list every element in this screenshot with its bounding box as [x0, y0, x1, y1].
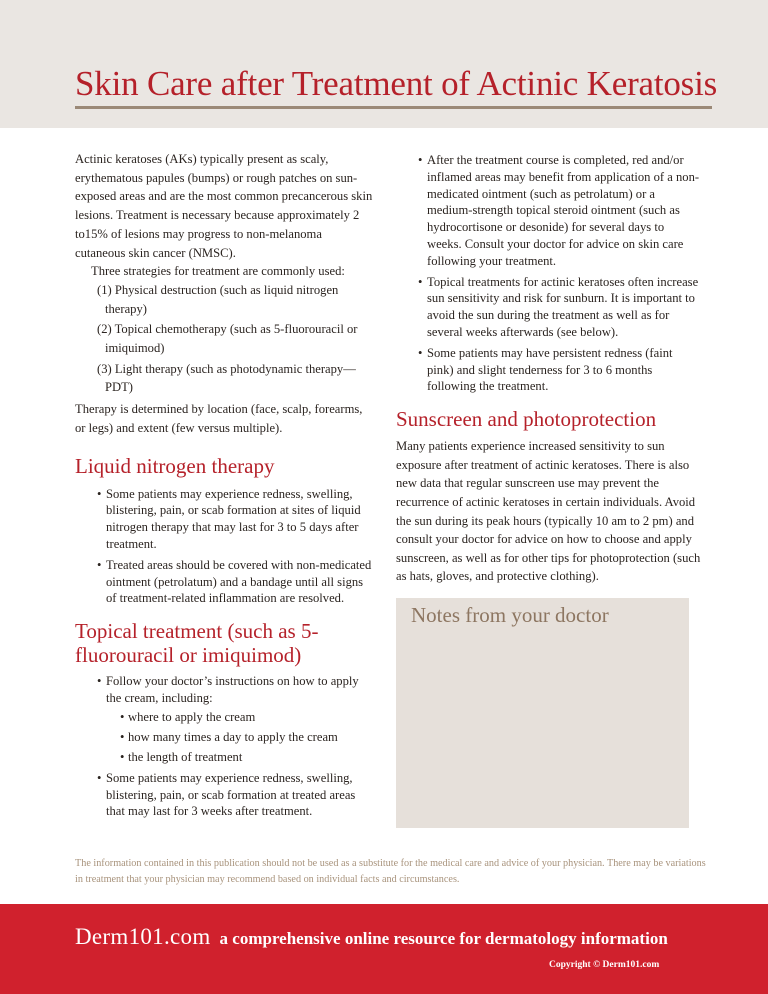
- left-column: [75, 150, 375, 824]
- list-item: • Topical treatments for actinic keratoses often increase sun sensitivity and risk for sunburn. It is important to avoid the sun during the treatment as well as for several weeks afterwards (see below).: [418, 274, 701, 341]
- list-item: • Some patients may experience redness, swelling, blistering, pain, or scab formation at treated areas that may last for 3 weeks after treatment.: [97, 770, 375, 820]
- page-title: Skin Care after Treatment of Actinic Keratosis: [75, 64, 718, 103]
- strategy-item: (3) Light therapy (such as photodynamic therapy—PDT): [97, 361, 356, 395]
- sub-list: [106, 709, 375, 766]
- strategies-lead: Three strategies for treatment are commonly used:: [91, 264, 345, 279]
- list-item: • Some patients may experience redness, swelling, blistering, pain, or scab formation at sites of liquid nitrogen therapy that may last for 3 to 5 days after treatment.: [97, 486, 375, 553]
- sunscreen-heading: Sunscreen and photoprotection: [396, 407, 657, 432]
- strategy-item: (2) Topical chemotherapy (such as 5-fluorouracil or imiquimod): [97, 322, 358, 356]
- topical-treatment-list: [75, 673, 375, 820]
- aftercare-list: [396, 152, 701, 395]
- intro-paragraph: Actinic keratoses (AKs) typically present as scaly, erythematous papules (bumps) or rough patches on sun-exposed areas and are the most common precancerous skin lesions. Treatment is necessary because approximately 2 to15% of lesions may progress to non-melanoma cutaneous skin cancer (NMSC).: [75, 152, 373, 260]
- list-item: • Treated areas should be covered with non-medicated ointment (petrolatum) and a bandage until all signs of treatment-related inflammation are resolved.: [97, 557, 375, 607]
- copyright: Copyright © Derm101.com: [549, 960, 660, 970]
- brand-name: Derm101.com: [75, 924, 211, 949]
- liquid-nitrogen-heading: Liquid nitrogen therapy: [75, 453, 275, 478]
- therapy-note: Therapy is determined by location (face, scalp, forearms, or legs) and extent (few versus multiple).: [75, 402, 363, 435]
- disclaimer: The information contained in this publication should not be used as a substitute for the medical care and advice of your physician. There may be variations in treatment that your physician may recommend based on individual facts and circumstances.: [75, 858, 706, 885]
- sub-list-item: • the length of treatment: [120, 749, 375, 766]
- footer-band: [0, 904, 768, 994]
- sub-list-item: • how many times a day to apply the cream: [120, 729, 375, 746]
- topical-treatment-heading: Topical treatment (such as 5-fluorouracil or imiquimod): [75, 619, 319, 668]
- footer-tagline: a comprehensive online resource for dermatology information: [219, 929, 668, 948]
- sub-list-item: • where to apply the cream: [120, 709, 375, 726]
- list-item: • After the treatment course is completed, red and/or inflamed areas may benefit from application of a non-medicated ointment (such as petrolatum) or a medium-strength topical steroid ointment (such as hydrocortisone or desonide) for several days to weeks. Consult your doctor for advice on skin care following your treatment.: [418, 152, 701, 270]
- strategy-item: (1) Physical destruction (such as liquid nitrogen therapy): [97, 282, 339, 316]
- footer-line: [75, 924, 668, 950]
- strategy-list: [75, 281, 375, 397]
- title-divider: [75, 106, 712, 109]
- liquid-nitrogen-list: [75, 486, 375, 608]
- list-item-text: Follow your doctor’s instructions on how to apply the cream, including:: [106, 674, 359, 705]
- sunscreen-paragraph: Many patients experience increased sensitivity to sun exposure after treatment of actinic keratoses. There is also new data that regular sunscreen use may prevent the recurrence of actinic keratoses in certain individuals. Avoid the sun during its peak hours (typically 10 am to 2 pm) and consult your doctor for advice on how to choose and apply sunscreen, as well as for other tips for photoprotection (such as hats, gloves, and protective clothing).: [396, 439, 701, 584]
- list-item: • Some patients may have persistent redness (faint pink) and slight tenderness for 3 to 6 months following the treatment.: [418, 345, 701, 395]
- list-item: [97, 673, 375, 766]
- right-column: [396, 152, 701, 586]
- notes-box: [396, 598, 689, 828]
- notes-title: Notes from your doctor: [411, 603, 609, 627]
